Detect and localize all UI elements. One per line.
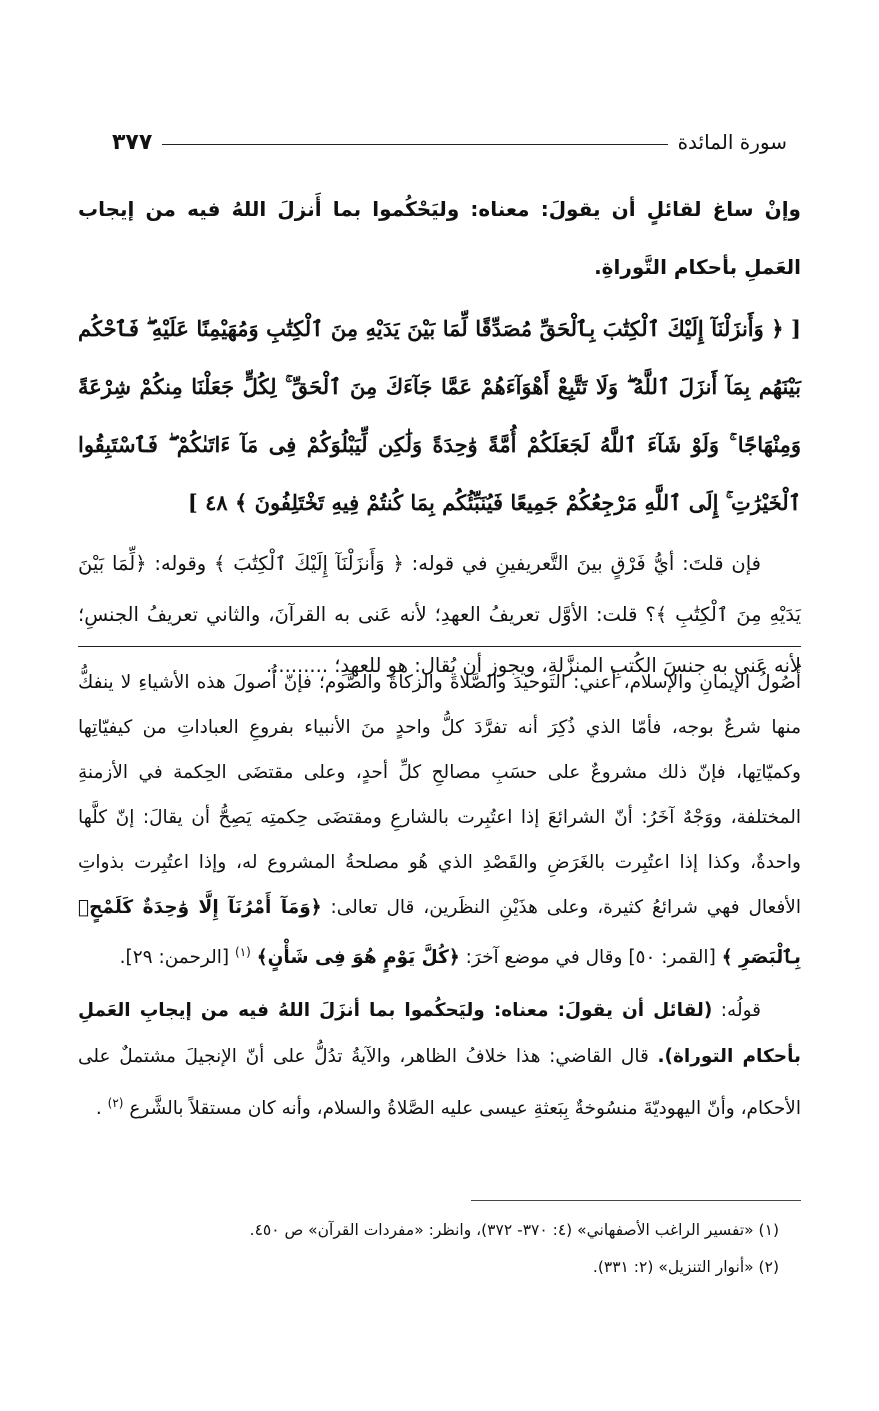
page-header — [112, 128, 787, 156]
quran-quote: ﴿كُلَّ يَوْمٍ هُوَ فِى شَأْنٍ﴾ — [256, 947, 460, 969]
footnote-2: (٢) «أنوار التنزيل» (٢: ٣٣١). — [592, 1258, 779, 1276]
commentary-text: قولُه: — [712, 1000, 761, 1022]
quran-verse: [ ﴿ وَأَنزَلْنَآ إِلَيْكَ ٱلْكِتَٰبَ بِٱلْحَقِّ مُصَدِّقًا لِّمَا بَيْنَ يَدَيْهِ مِنَ ٱلْكِتَٰبِ وَمُهَيْمِنًا عَلَيْهِ ۖ فَٱحْكُم بَيْنَهُم بِمَآ أَنزَلَ ٱللَّهُ ۖ وَلَا تَتَّبِعْ أَهْوَآءَهُمْ عَمَّا جَآءَكَ مِنَ ٱلْحَقِّ ۚ لِكُلٍّ جَعَلْنَا مِنكُمْ شِرْعَةً وَمِنْهَاجًا ۚ وَلَوْ شَآءَ ٱللَّهُ لَجَعَلَكُمْ أُمَّةً وَٰحِدَةً وَلَٰكِن لِّيَبْلُوَكُمْ فِى مَآ ءَاتَىٰكُمْ ۖ فَٱسْتَبِقُوا ٱلْخَيْرَٰتِ ۚ إِلَى ٱللَّهِ مَرْجِعُكُمْ جَمِيعًا فَيُنَبِّئُكُم بِمَا كُنتُمْ فِيهِ تَخْتَلِفُونَ ﴾ ٤٨ ] — [78, 316, 801, 515]
commentary — [78, 660, 801, 1132]
header-rule — [162, 144, 667, 145]
question-answer-paragraph: فإن قلتَ: أيُّ فَرْقٍ بينَ التَّعريفينِ في قوله: ﴿ وَأَنزَلْنَآ إِلَيْكَ ٱلْكِتَٰبَ ﴾ وقوله: ﴿لِّمَا بَيْنَ يَدَيْهِ مِنَ ٱلْكِتَٰبِ ﴾؟ قلت: الأوَّل تعريفُ العهدِ؛ لأنه عَنى به القرآنَ، والثاني تعريفُ الجنسِ؛ لأنه عَنى به جنسَ الكُتبِ المنزَّلةِ، ويجوز أن يُقال: هو للعهدِ؛ .......... — [78, 552, 801, 677]
main-text — [78, 180, 801, 691]
footnote-divider — [471, 1200, 801, 1201]
commentary-text: قال القاضي: هذا خلافُ الظاهر، والآيةُ تدُلُّ على أنّ الإنجيلَ مشتملٌ على الأحكام، وأنّ اليهوديّةَ منسُوخةٌ بِبَعثةِ عيسى عليه الصَّلاةُ والسلام، وأنه كان مستقلاً بالشَّرع — [78, 1046, 801, 1120]
commentary-text: أُصُولُ الإيمانِ والإسلام، أعني: التوحيدَ والصَّلاةَ والزكاةَ والصَّوم؛ فإنّ أُصولَ هذه الأشياءِ لا ينفكُّ منها شرعٌ بوجه، فأمّا الذي ذُكِرَ أنه تفرَّدَ كلُّ واحدٍ منَ الأنبياء بفروعِ العباداتِ من كيفيّاتِها وكميّاتِها، فإنّ ذلك مشروعٌ على حسَبِ مصالحِ كلِّ أحدٍ، وعلى مقتضَى الحِكمة في الأزمنةِ المختلفة، ووَجْهٌ آخَرُ: أنّ الشرائعَ إذا اعتُبِرت بالشارعِ ومقتضَى حِكمتِه يَصِحُّ أن يقالَ: إنّ كلَّها واحدةٌ، وكذا إذا اعتُبِرت بالغَرَضِ والقَصْدِ الذي هُو مصلحةُ المشروع له، وإذا اعتُبِرت بذواتِ الأفعال فهي شرائعُ كثيرة، وعلى هذَيْنِ النظَرين، قال تعالى: — [78, 672, 801, 918]
page-number: ٣٧٧ — [112, 129, 153, 155]
commentary-text: [القمر: ٥٠] وقال في موضع آخرَ: — [459, 947, 716, 969]
quran-quote: ﴿وَمَآ أَمْرُنَآ إِلَّا وَٰحِدَةٌ كَلَمْحٍۭ بِٱلْبَصَرِ ﴾ — [78, 897, 801, 969]
quoted-phrase: (لقائل أن يقولَ: معناه: وليَحكُموا بما أنزَلَ اللهُ فيه من إيجابِ العَملِ بأحكام التوراة). — [78, 1000, 801, 1068]
commentary-paragraph-1 — [78, 660, 801, 980]
opening-paragraph: وإنْ ساغ لقائلٍ أن يقولَ: معناه: وليَحْكُموا بما أَنزلَ اللهُ فيه من إيجاب العَملِ بأحكام التَّوراةِ. — [78, 197, 801, 279]
surah-title: سورة المائدة — [677, 130, 787, 154]
footnote-ref[interactable]: (١) — [235, 945, 251, 959]
footnote-ref[interactable]: (٢) — [107, 1096, 124, 1111]
footnotes — [78, 1212, 779, 1286]
commentary-text: . — [95, 1098, 102, 1120]
commentary-divider — [78, 646, 801, 647]
footnote-1: (١) «تفسير الراغب الأصفهاني» (٤: ٣٧٠- ٣٧٢)، وانظر: «مفردات القرآن» ص ٤٥٠. — [249, 1221, 779, 1239]
commentary-paragraph-2 — [78, 988, 801, 1132]
commentary-text: [الرحمن: ٢٩]. — [119, 947, 230, 969]
